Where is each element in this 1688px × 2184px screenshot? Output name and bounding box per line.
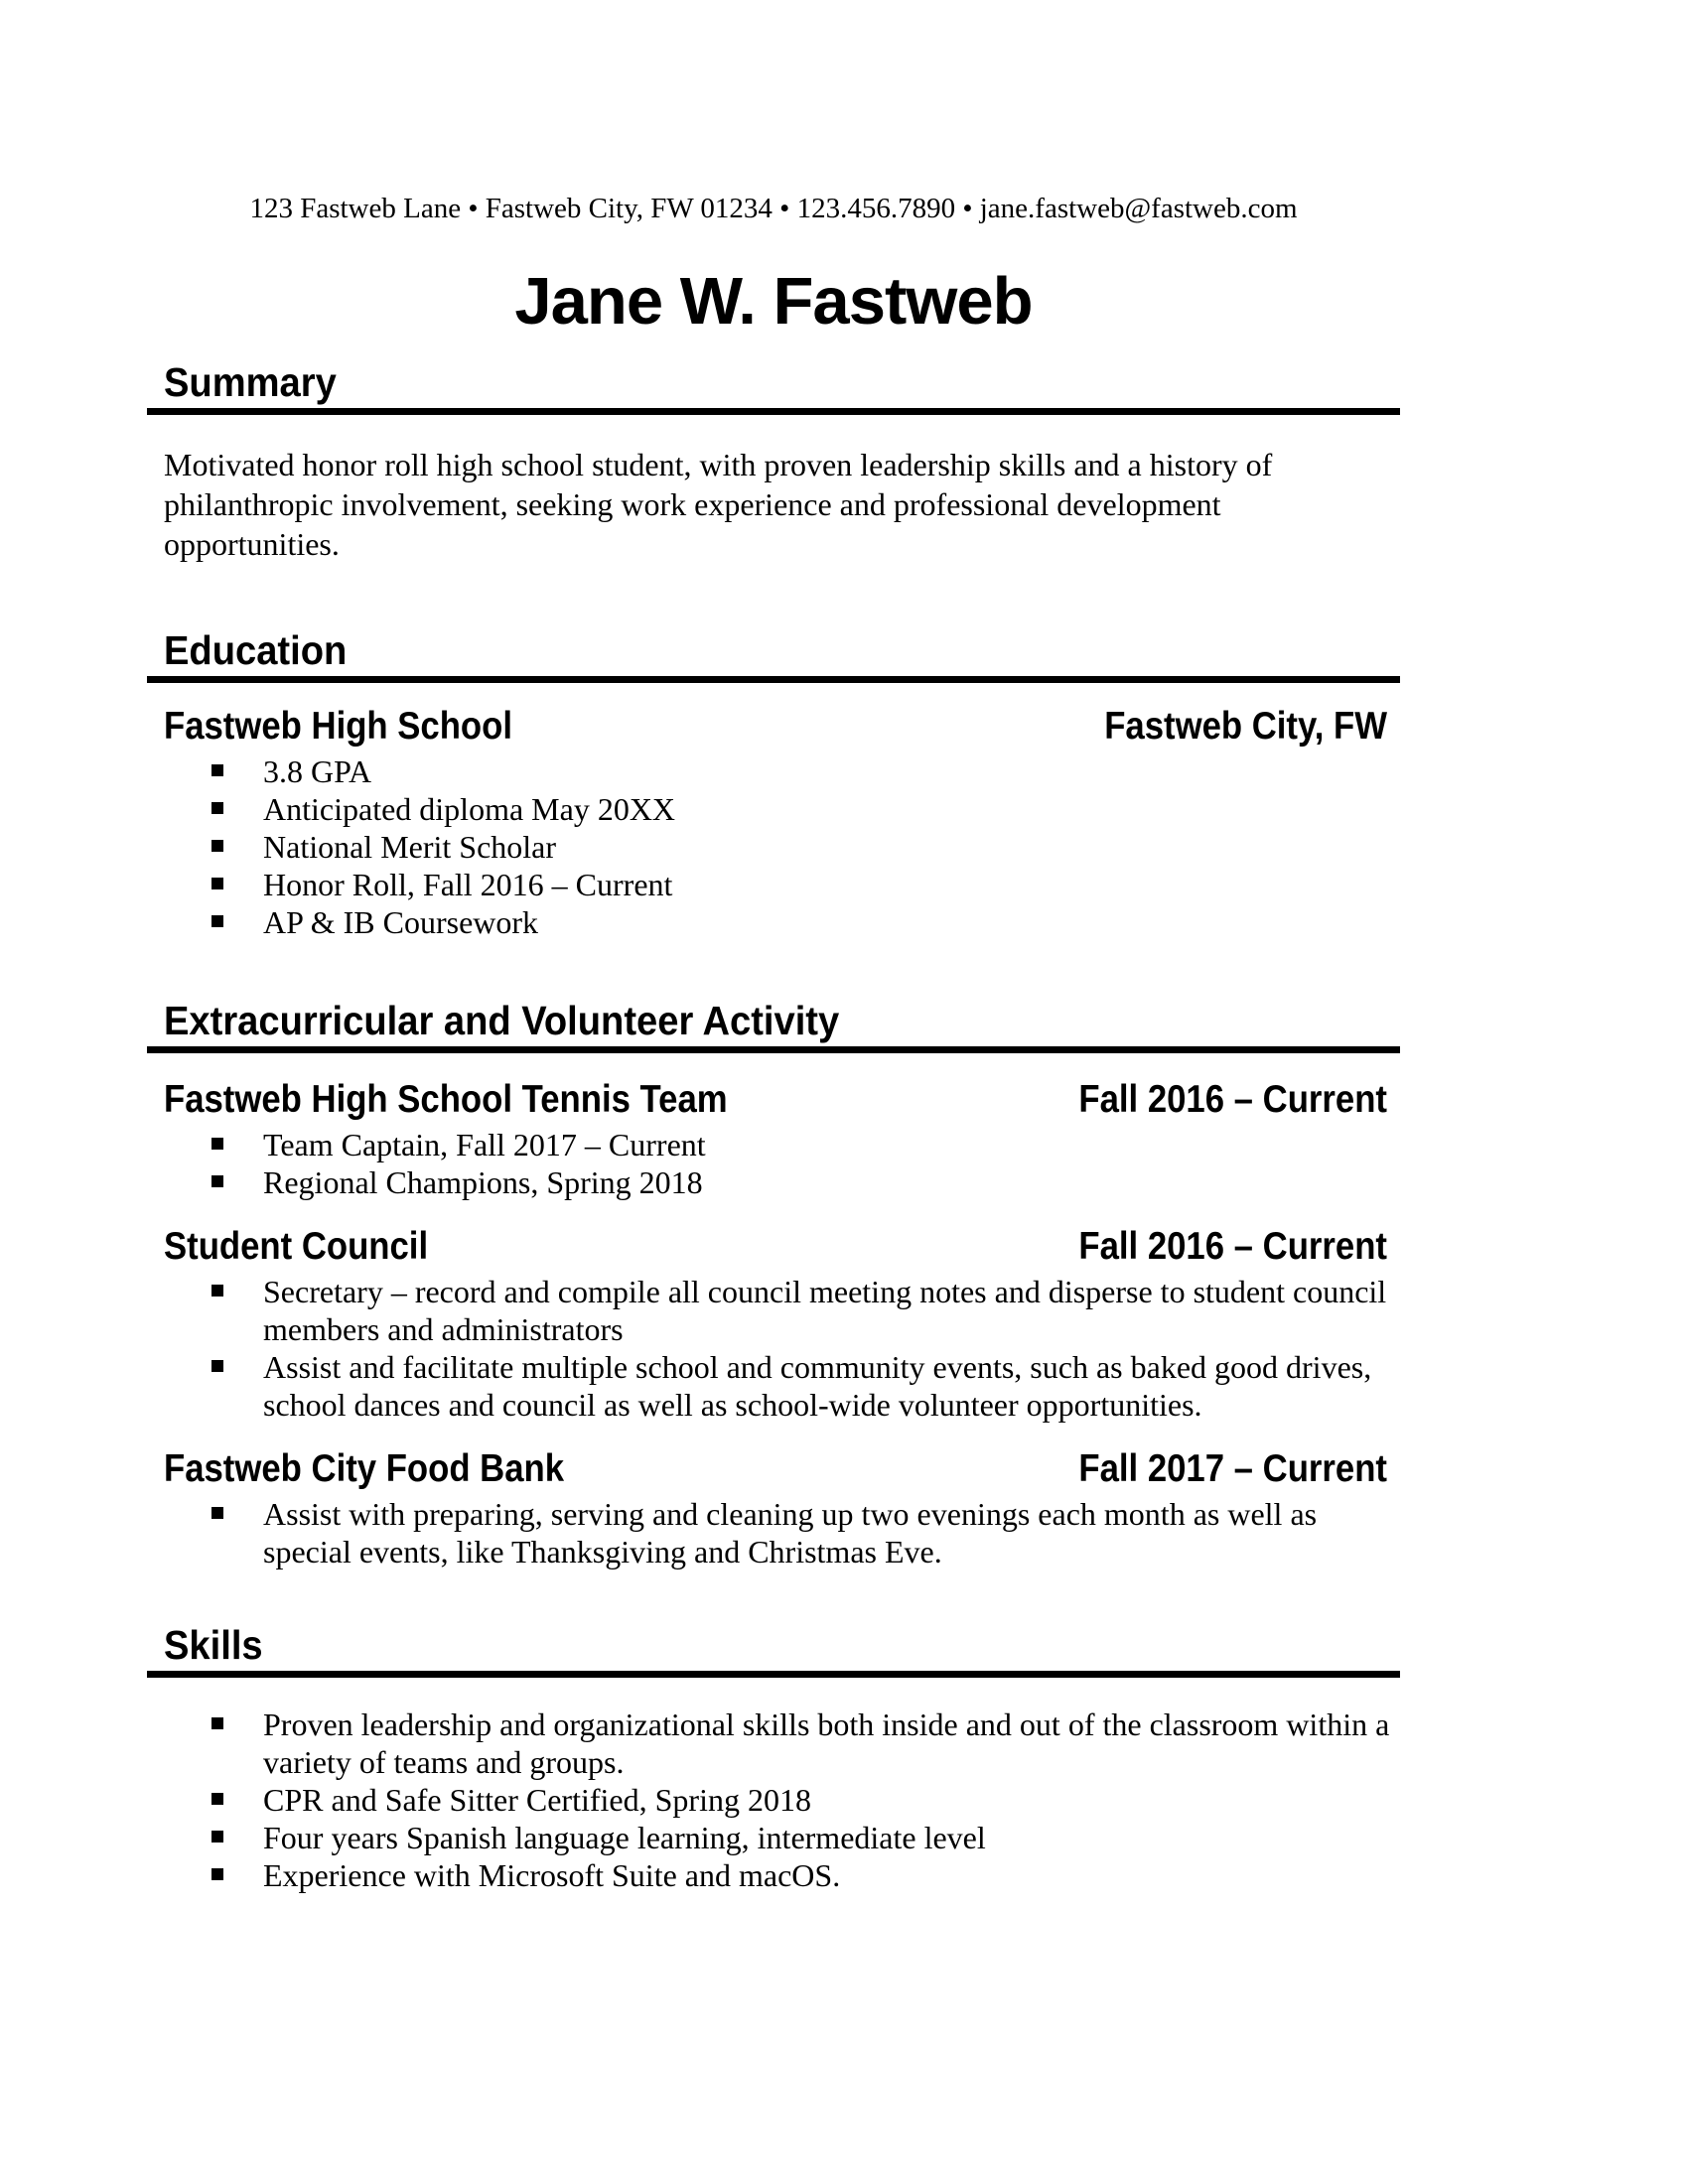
school-name: Fastweb High School xyxy=(164,705,512,748)
section-heading-education xyxy=(147,627,1400,683)
tennis-team-entry-header xyxy=(147,1078,1400,1121)
skill-bullet: Four years Spanish language learning, intermediate level xyxy=(147,1819,1400,1856)
education-bullet: Anticipated diploma May 20XX xyxy=(147,790,1400,828)
activity-bullet: Assist and facilitate multiple school and community events, such as baked good drives, school dances and council as well as school-wide volunteer opportunities. xyxy=(147,1348,1400,1424)
summary-paragraph: Motivated honor roll high school student, with proven leadership skills and a history of philanthropic involvement, seeking work experience and professional development opportunities. xyxy=(164,447,1273,562)
student-council-bullet-list xyxy=(147,1273,1400,1424)
activity-title: Fastweb High School Tennis Team xyxy=(164,1078,728,1121)
education-bullet: 3.8 GPA xyxy=(147,752,1400,790)
section-heading-skills-text: Skills xyxy=(164,1622,263,1668)
skill-bullet: CPR and Safe Sitter Certified, Spring 2018 xyxy=(147,1781,1400,1819)
education-entry-header xyxy=(147,705,1400,748)
section-heading-skills xyxy=(147,1622,1400,1678)
section-heading-education-text: Education xyxy=(164,627,348,673)
tennis-team-bullet-list xyxy=(147,1126,1400,1201)
food-bank-entry-header xyxy=(147,1447,1400,1490)
activity-title: Fastweb City Food Bank xyxy=(164,1447,565,1490)
contact-line: 123 Fastweb Lane • Fastweb City, FW 01234 • 123.456.7890 • jane.fastweb@fastweb.com xyxy=(249,193,1298,224)
activity-title: Student Council xyxy=(164,1225,429,1268)
section-heading-summary xyxy=(147,359,1400,415)
activity-dates: Fall 2016 – Current xyxy=(1078,1078,1387,1121)
skills-bullet-list xyxy=(147,1706,1400,1894)
education-bullet: National Merit Scholar xyxy=(147,828,1400,866)
activity-bullet: Assist with preparing, serving and cleaning up two evenings each month as well as special events, like Thanksgiving and Christmas Eve. xyxy=(147,1495,1400,1570)
food-bank-entry xyxy=(147,1447,1400,1570)
activity-bullet: Regional Champions, Spring 2018 xyxy=(147,1163,1400,1201)
education-bullet-list xyxy=(147,752,1400,941)
activity-dates: Fall 2016 – Current xyxy=(1078,1225,1387,1268)
activity-dates: Fall 2017 – Current xyxy=(1078,1447,1387,1490)
section-heading-summary-text: Summary xyxy=(164,359,337,405)
section-heading-extracurricular-text: Extracurricular and Volunteer Activity xyxy=(164,998,840,1043)
skill-bullet: Experience with Microsoft Suite and macOS. xyxy=(147,1856,1400,1894)
education-entry xyxy=(147,705,1400,941)
candidate-name: Jane W. Fastweb xyxy=(514,264,1033,339)
education-bullet: AP & IB Coursework xyxy=(147,903,1400,941)
student-council-entry xyxy=(147,1225,1400,1424)
activity-bullet: Secretary – record and compile all council meeting notes and disperse to student council members and administrators xyxy=(147,1273,1400,1348)
skill-bullet: Proven leadership and organizational skills both inside and out of the classroom within a variety of teams and groups. xyxy=(147,1706,1400,1781)
food-bank-bullet-list xyxy=(147,1495,1400,1570)
section-heading-extracurricular xyxy=(147,998,1400,1053)
student-council-entry-header xyxy=(147,1225,1400,1268)
tennis-team-entry xyxy=(147,1078,1400,1201)
school-location: Fastweb City, FW xyxy=(1104,705,1387,748)
activity-bullet: Team Captain, Fall 2017 – Current xyxy=(147,1126,1400,1163)
resume-page xyxy=(147,0,1400,2184)
education-bullet: Honor Roll, Fall 2016 – Current xyxy=(147,866,1400,903)
